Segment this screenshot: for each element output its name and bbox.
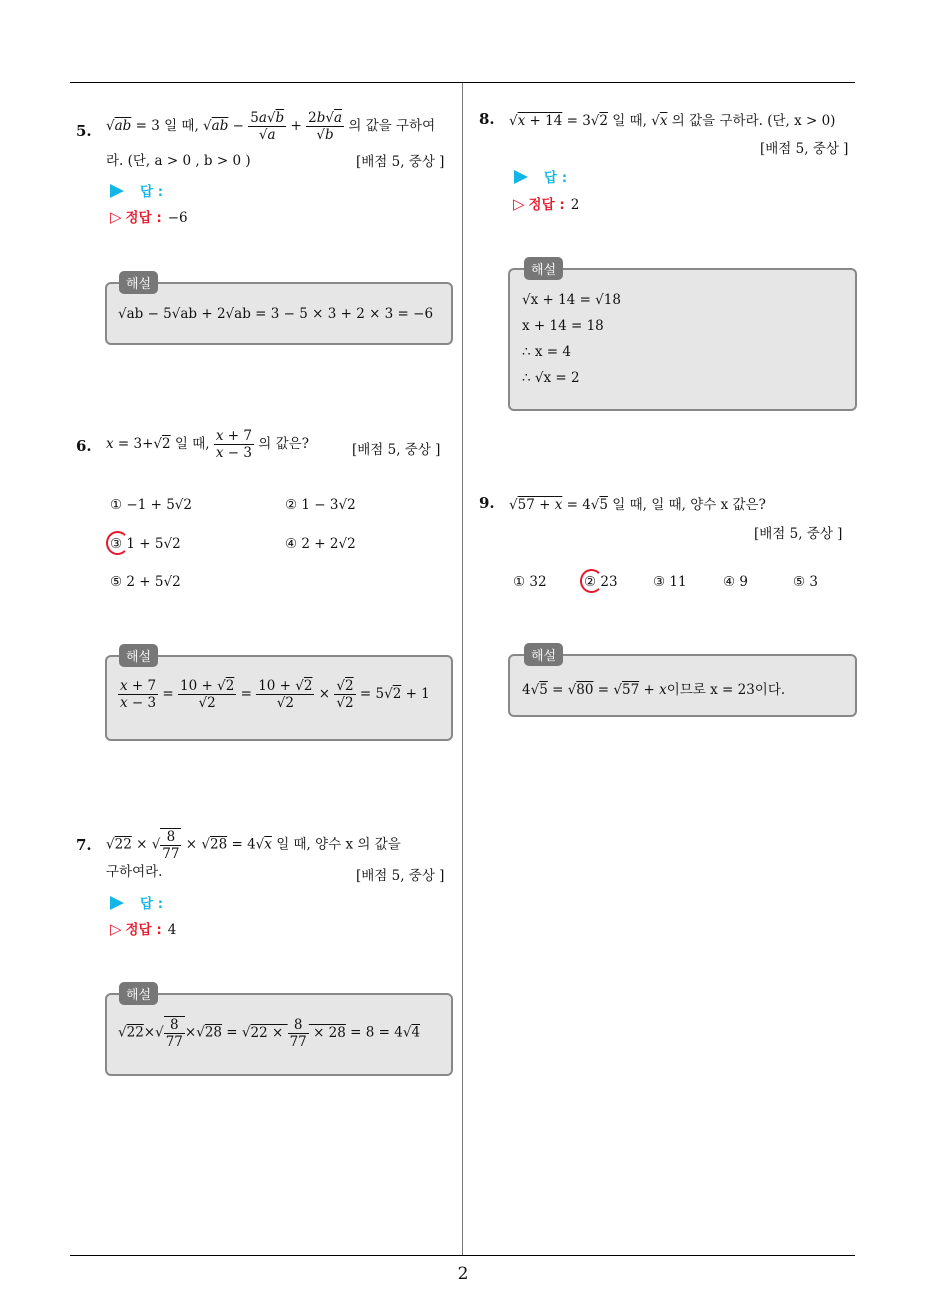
question-9-solution-tag: 해설 <box>524 643 563 666</box>
play-triangle-icon <box>110 184 124 198</box>
question-number-5: 5. <box>76 122 92 140</box>
bottom-rule <box>70 1255 855 1256</box>
page-number: 2 <box>457 1264 469 1284</box>
question-6-option-2[interactable]: ② 1 − 3√2 <box>285 497 356 513</box>
question-number-7: 7. <box>76 836 92 854</box>
outline-triangle-icon: ▷ <box>513 195 525 213</box>
question-number-8: 8. <box>479 110 495 128</box>
question-8-solution-line-2: x + 14 = 18 <box>522 318 604 334</box>
question-6-solution-tag: 해설 <box>119 644 158 667</box>
question-5-solution: √ab − 5√ab + 2√ab = 3 − 5 × 3 + 2 × 3 = −6 <box>118 306 434 322</box>
question-8-solution-line-3: ∴ x = 4 <box>522 344 571 360</box>
question-7-answer-label: 답 : <box>110 892 163 912</box>
question-7-solution-tag: 해설 <box>119 982 158 1005</box>
question-7-stem: √22 × √ $\frac{8}{77}$ × √28 = 4√x 일 때, 양수 x 의 값을 <box>106 829 401 862</box>
question-6-option-3[interactable]: ③ 1 + 5√2 <box>110 536 181 552</box>
question-7-solution: √22×√ $\frac{8}{77}$ ×√28 = √22 × $\frac{8}{77}$ × 28 = 8 = 4√4 <box>118 1016 421 1050</box>
question-6-score: [배점 5, 중상 ] <box>352 442 441 458</box>
question-8-solution-line-1: √x + 14 = √18 <box>522 292 621 308</box>
question-9-option-2[interactable]: ② 23 <box>584 574 618 590</box>
question-number-6: 6. <box>76 437 92 455</box>
question-8-solution-tag: 해설 <box>524 257 563 280</box>
question-7-correct-answer: ▷ 정답 : 4 <box>110 920 177 938</box>
question-5-stem-line2: 라. (단, a > 0 , b > 0 ) <box>106 153 251 169</box>
question-6-solution: $\frac{x + 7}{x - 3}$ = $\frac{10 + √2}{√2}$ = $\frac{10 + √2}{√2}$ × $\frac{√2}{√2}$ = 5√2 + 1 <box>120 678 430 711</box>
question-9-option-4[interactable]: ④ 9 <box>723 574 748 590</box>
column-divider <box>462 83 463 1256</box>
question-7-score: [배점 5, 중상 ] <box>356 868 445 884</box>
play-triangle-icon <box>514 170 528 184</box>
question-8-correct-answer: ▷ 정답 : 2 <box>513 195 580 213</box>
question-9-solution: 4√5 = √80 = √57 + x이므로 x = 23이다. <box>522 682 786 698</box>
question-5-solution-tag: 해설 <box>119 271 158 294</box>
question-6-option-4[interactable]: ④ 2 + 2√2 <box>285 536 356 552</box>
marked-answer-circle <box>580 569 603 593</box>
question-9-score: [배점 5, 중상 ] <box>754 526 843 542</box>
question-5-stem: √ab = 3 일 때, √ab − $\frac{5a√b}{√a}$ + $\frac{2b√a}{√b}$ 의 값을 구하여 <box>106 110 436 143</box>
question-9-stem: √57 + x = 4√5 일 때, 일 때, 양수 x 값은? <box>509 497 766 513</box>
outline-triangle-icon: ▷ <box>110 920 122 938</box>
question-7-stem-line2: 구하여라. <box>106 864 163 880</box>
question-8-stem: √x + 14 = 3√2 일 때, √x 의 값을 구하라. (단, x > 0) <box>509 113 836 129</box>
question-8-answer-label: 답 : <box>514 166 567 186</box>
outline-triangle-icon: ▷ <box>110 208 122 226</box>
question-5-correct-answer: ▷ 정답 : −6 <box>110 208 188 226</box>
marked-answer-circle <box>106 531 129 555</box>
question-8-solution-line-4: ∴ √x = 2 <box>522 370 580 386</box>
question-9-option-5[interactable]: ⑤ 3 <box>793 574 818 590</box>
question-number-9: 9. <box>479 494 495 512</box>
question-6-stem: x = 3+√2 일 때, $\frac{x + 7}{x - 3}$ 의 값은? <box>106 428 309 461</box>
question-8-solution-box <box>508 268 857 411</box>
question-9-option-3[interactable]: ③ 11 <box>653 574 687 590</box>
question-6-option-5[interactable]: ⑤ 2 + 5√2 <box>110 574 181 590</box>
question-5-answer-label: 답 : <box>110 180 163 200</box>
play-triangle-icon <box>110 896 124 910</box>
question-5-score: [배점 5, 중상 ] <box>356 154 445 170</box>
question-6-option-1[interactable]: ① −1 + 5√2 <box>110 497 192 513</box>
question-8-score: [배점 5, 중상 ] <box>760 141 849 157</box>
question-9-option-1[interactable]: ① 32 <box>513 574 547 590</box>
